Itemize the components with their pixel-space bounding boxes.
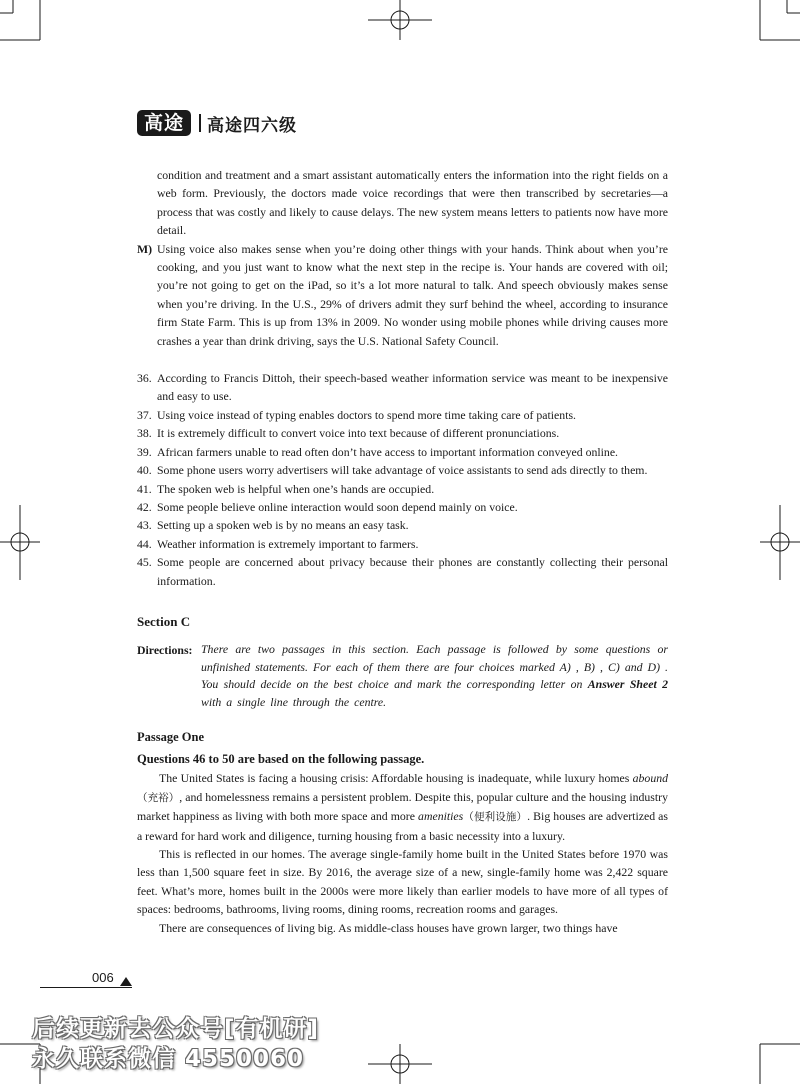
statement-number: 42. [137,499,152,514]
page-number-rule [40,987,132,988]
answer-sheet-label: Answer Sheet 2 [587,677,668,692]
text-run: , and homelessness remains a persistent problem. Despite this, popular culture and the housing industry market happiness as living with both more space and more [137,789,669,824]
watermark-line-1: 后续更新去公众号[有机研] [32,1016,320,1042]
statement-text: African farmers unable to read often don’t have access to important information conveyed online. [157,444,619,459]
statement-item [137,461,668,479]
statement-number: 45. [137,555,152,570]
statement-number: 44. [137,536,152,551]
statement-number: 39. [137,444,152,459]
statement-text: Some phone users worry advertisers will take advantage of voice assistants to send ads directly to them. [157,463,648,478]
passage-title: Passage One [137,730,205,745]
brand-logo: 高途 [137,110,191,136]
header-title: 高途四六级 [207,115,298,136]
statement-item [137,369,668,406]
text-run: The United States is facing a housing crisis: Affordable housing is inadequate, while luxury homes [159,771,630,786]
statement-item [137,406,668,424]
passage-paragraph: There are consequences of living big. As middle-class houses have grown larger, two things have [159,920,618,935]
paragraph-label: M) [137,241,153,256]
text-run: . Big houses are advertized as a reward for hard work and diligence, turning housing from a basic necessity into a luxury. [137,809,668,843]
page-marker-triangle [120,977,132,986]
statement-text: According to Francis Dittoh, their speech-based weather information service was meant to be inexpensive and easy to use. [157,371,668,404]
statement-number: 40. [137,463,152,478]
vocab-term: abound [632,771,669,786]
header-divider [199,114,201,132]
statement-text: Weather information is extremely important to farmers. [157,536,419,551]
statement-text: Using voice instead of typing enables doctors to spend more time taking care of patients. [157,407,577,422]
statement-item [137,553,668,590]
directions-label: Directions: [137,642,193,657]
page-number: 006 [92,970,114,985]
page-content [137,166,668,937]
statement-text: Some people believe online interaction would soon depend mainly on voice. [157,499,518,514]
statement-text: Some people are concerned about privacy because their phones are constantly collecting their personal information. [157,555,668,588]
vocab-term: amenities [418,809,464,824]
directions [137,641,668,711]
vocab-gloss: （充裕） [137,791,180,804]
statement-number: 36. [137,371,152,386]
directions-text-part-2: with a single line through the centre. [201,694,387,709]
statement-number: 37. [137,407,152,422]
watermark [32,1014,319,1074]
statement-list [137,369,668,590]
vocab-gloss: （便利设施） [463,811,528,824]
section-title: Section C [137,613,191,629]
statement-number: 41. [137,481,152,496]
statement-text: The spoken web is helpful when one’s hands are occupied. [157,481,435,496]
watermark-line-2: 永久联系微信 4550060 [32,1046,305,1072]
passage-paragraph: This is reflected in our homes. The average single-family home built in the United States before 1970 was less than 1,500 square feet in size. By 2016, the average size of a new, single-family home was 2,422 square feet. What’s more, homes built in the 2000s were more likely than earlier models to have more of all types of spaces: bedrooms, bathrooms, living rooms, dining rooms, recreation rooms and garages. [137,846,668,917]
running-header [137,110,297,136]
statement-item [137,480,668,498]
passage-paragraph [137,769,668,845]
passage-subtitle: Questions 46 to 50 are based on the following passage. [137,752,425,767]
statement-item [137,443,668,461]
statement-item [137,498,668,516]
statement-number: 38. [137,426,152,441]
statement-text: Setting up a spoken web is by no means an easy task. [157,518,409,533]
directions-text [201,641,668,711]
statement-item [137,424,668,442]
paragraph-m [137,240,668,350]
directions-text-part-1: There are two passages in this section. Each passage is followed by some questions or unfinished statements. For each of them there are four choices marked A) , B) , C) and D) . You should decide on the best choice and mark the corresponding letter on [201,641,668,692]
statement-text: It is extremely difficult to convert voice into text because of different pronunciations. [157,426,560,441]
paragraph-l-continued: condition and treatment and a smart assistant automatically enters the information into the right fields on a web form. Previously, the doctors made voice recordings that were then transcribed by secretaries—a process that was costly and likely to cause delays. The new system means letters to patients now have more detail. [157,168,668,238]
statement-item [137,516,668,534]
paragraph-text: Using voice also makes sense when you’re doing other things with your hands. Think about when you’re cooking, and you just want to know what the next step in the recipe is. Your hands are covered with oil; you’re not going to get on the iPad, so it’s a lot more natural to talk. And speech obviously makes sense when you’re driving. In the U.S., 29% of drivers admit they surf behind the wheel, according to insurance firm State Farm. This is up from 13% in 2009. No wonder using mobile phones while driving causes more crashes a year than drink driving, says the U.S. National Safety Council. [157,241,668,348]
statement-number: 43. [137,518,152,533]
statement-item [137,535,668,553]
